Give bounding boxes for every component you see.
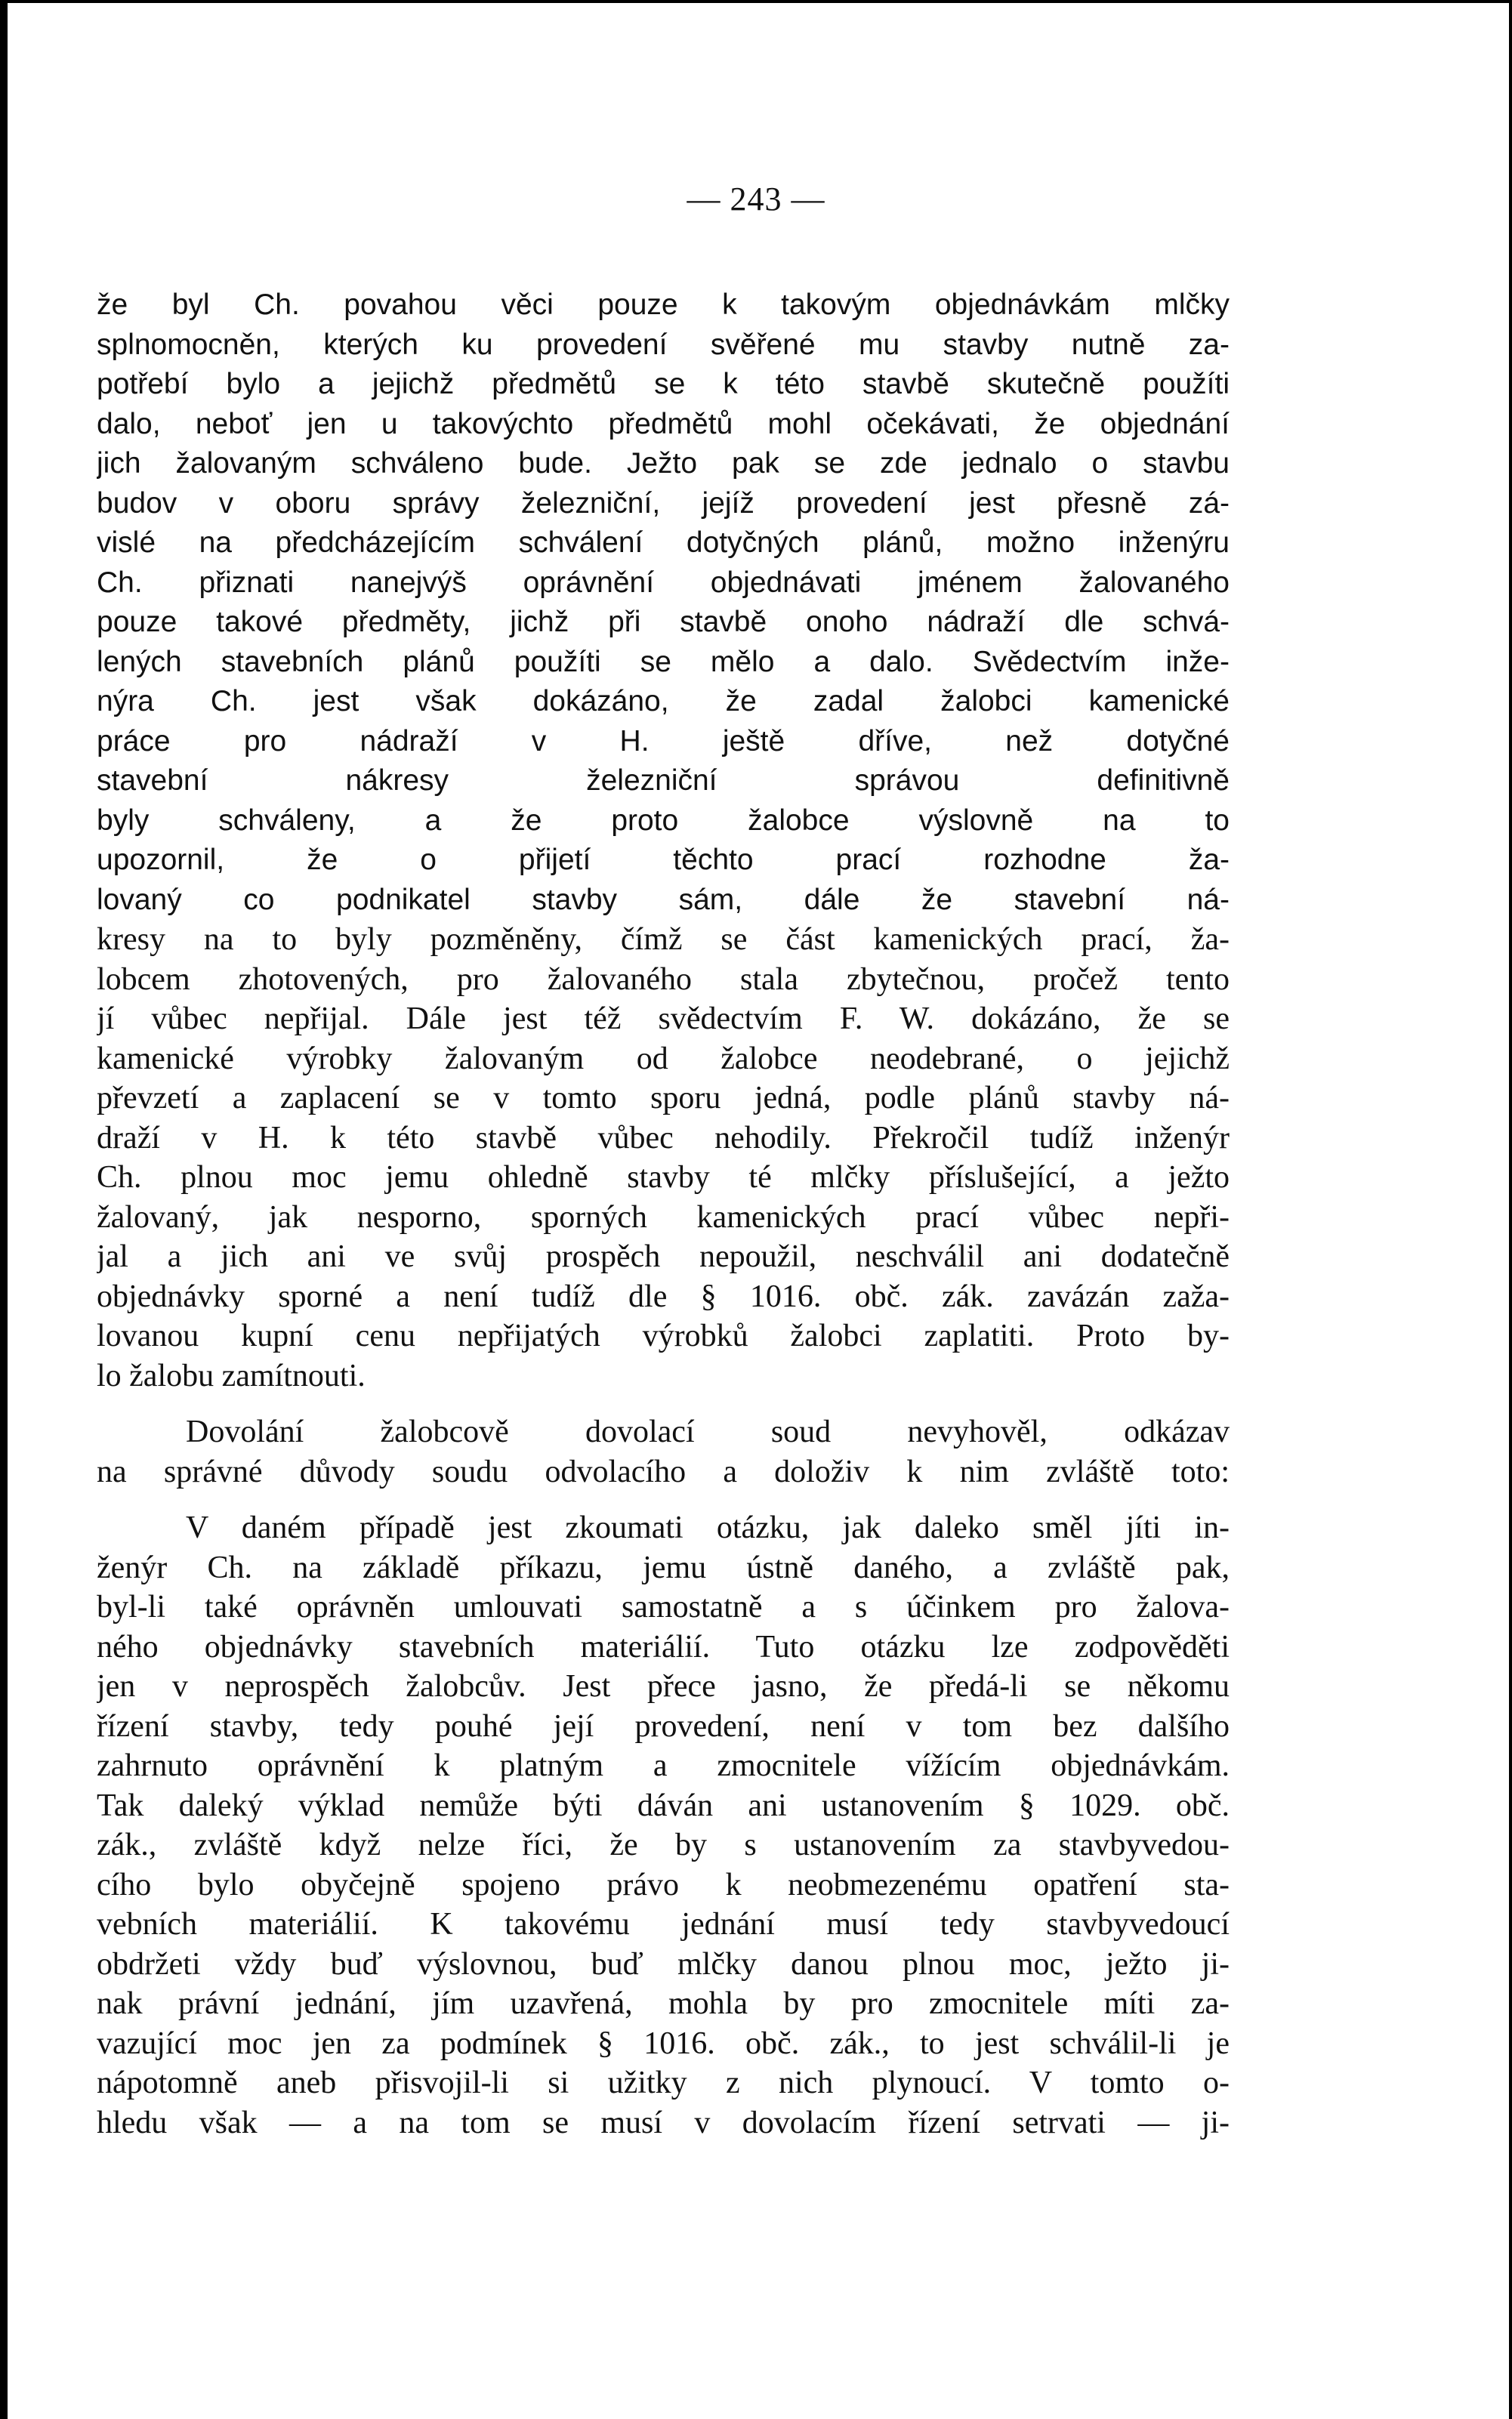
text-line: řízení stavby, tedy pouhé její provedení, není v tom bez dalšího bbox=[97, 1708, 1230, 1744]
text-line: splnomocněn, kterých ku provedení svěřené mu stavby nutně za- bbox=[97, 328, 1230, 361]
text-line: Dovolání žalobcově dovolací soud nevyhověl, odkázav bbox=[186, 1415, 1230, 1449]
paragraph-reasoning bbox=[97, 1508, 1230, 2143]
text-line: obdržeti vždy buď výslovnou, buď mlčky danou plnou moc, ježto ji- bbox=[97, 1946, 1230, 1982]
text-line: cího bylo obyčejně spojeno právo k neobmezenému opatření sta- bbox=[97, 1867, 1230, 1902]
text-line: kresy na to byly pozměněny, čímž se část kamenických prací, ža- bbox=[97, 922, 1230, 957]
text-line: byly schváleny, a že proto žalobce výslovně na to bbox=[97, 804, 1230, 837]
scan-edge-left bbox=[0, 0, 8, 2419]
text-line: převzetí a zaplacení se v tomto sporu jedná, podle plánů stavby ná- bbox=[97, 1081, 1230, 1115]
text-line: vebních materiálií. K takovému jednání musí tedy stavbyvedoucí bbox=[97, 1907, 1230, 1942]
text-line: dalo, neboť jen u takovýchto předmětů mohl očekávati, že objednání bbox=[97, 407, 1230, 440]
text-line: lo žalobu zamítnouti. bbox=[97, 1358, 366, 1393]
text-line: hledu však — a na tom se musí v dovolacím řízení setrvati — ji- bbox=[97, 2105, 1230, 2140]
text-line: lovanou kupní cenu nepřijatých výrobků žalobci zaplatiti. Proto by- bbox=[97, 1319, 1230, 1353]
text-line: práce pro nádraží v H. ještě dříve, než dotyčné bbox=[97, 724, 1230, 757]
text-line: potřebí bylo a jejichž předmětů se k této stavbě skutečně použíti bbox=[97, 368, 1230, 400]
text-line: ného objednávky stavebních materiálií. Tuto otázku lze zodpověděti bbox=[97, 1629, 1230, 1665]
text-line: lovaný co podnikatel stavby sám, dále že stavební ná- bbox=[97, 883, 1230, 916]
text-line: že byl Ch. povahou věci pouze k takovým objednávkám mlčky bbox=[97, 288, 1230, 321]
paragraph-judgment bbox=[97, 285, 1230, 1396]
page-number: — 243 — bbox=[687, 180, 825, 218]
text-line: lobcem zhotovených, pro žalovaného stala zbytečnou, pročež tento bbox=[97, 961, 1230, 997]
text-line: na správné důvody soudu odvolacího a doloživ k nim zvláště toto: bbox=[97, 1454, 1230, 1489]
text-line: pouze takové předměty, jichž při stavbě onoho nádraží dle schvá- bbox=[97, 606, 1230, 638]
text-line: zahrnuto oprávnění k platným a zmocnitele vížícím objednávkám. bbox=[97, 1748, 1230, 1783]
text-line: jich žalovaným schváleno bude. Ježto pak se zde jednalo o stavbu bbox=[97, 447, 1230, 480]
text-line: budov v oboru správy železniční, jejíž provedení jest přesně zá- bbox=[97, 486, 1230, 520]
text-line: vazující moc jen za podmínek § 1016. obč. zák., to jest schválil-li je bbox=[97, 2026, 1230, 2061]
text-line: stavební nákresy železniční správou definitivně bbox=[97, 764, 1230, 797]
text-line: V daném případě jest zkoumati otázku, jak daleko směl jíti in- bbox=[186, 1510, 1230, 1545]
text-line: Tak daleký výklad nemůže býti dáván ani ustanovením § 1029. obč. bbox=[97, 1788, 1230, 1823]
text-line: vislé na předcházejícím schválení dotyčných plánů, možno inženýru bbox=[97, 526, 1230, 559]
text-line: kamenické výrobky žalovaným od žalobce neodebrané, o jejichž bbox=[97, 1041, 1230, 1076]
text-line: nýra Ch. jest však dokázáno, že zadal žalobci kamenické bbox=[97, 685, 1230, 717]
text-line: upozornil, že o přijetí těchto prací rozhodne ža- bbox=[97, 844, 1230, 876]
scan-edge-top bbox=[0, 0, 1512, 3]
text-line: draží v H. k této stavbě vůbec nehodily. Překročil tudíž inženýr bbox=[97, 1120, 1230, 1156]
text-line: ženýr Ch. na základě příkazu, jemu ústně daného, a zvláště pak, bbox=[97, 1550, 1230, 1585]
paragraph-appeal bbox=[97, 1412, 1230, 1492]
scan-edge-right bbox=[1509, 0, 1512, 2419]
text-line: byl-li také oprávněn umlouvati samostatně a s účinkem pro žalova- bbox=[97, 1590, 1230, 1624]
text-line: jí vůbec nepřijal. Dále jest též svědectvím F. W. dokázáno, že se bbox=[97, 1001, 1230, 1036]
text-line: objednávky sporné a není tudíž dle § 1016. obč. zák. zavázán zaža- bbox=[97, 1279, 1230, 1314]
text-line: jen v neprospěch žalobcův. Jest přece jasno, že předá-li se někomu bbox=[97, 1669, 1230, 1704]
text-line: nak právní jednání, jím uzavřená, mohla by pro zmocnitele míti za- bbox=[97, 1986, 1230, 2021]
text-line: Ch. plnou moc jemu ohledně stavby té mlčky příslušející, a ježto bbox=[97, 1160, 1230, 1195]
text-line: Ch. přiznati nanejvýš oprávnění objednávati jménem žalovaného bbox=[97, 566, 1230, 599]
document-body bbox=[97, 285, 1230, 2143]
text-line: žalovaný, jak nesporno, sporných kamenických prací vůbec nepři- bbox=[97, 1199, 1230, 1235]
text-line: jal a jich ani ve svůj prospěch nepoužil, neschválil ani dodatečně bbox=[97, 1239, 1230, 1274]
text-line: lených stavebních plánů použíti se mělo a dalo. Svědectvím inže- bbox=[97, 645, 1230, 678]
text-line: zák., zvláště když nelze říci, že by s ustanovením za stavbyvedou- bbox=[97, 1828, 1230, 1862]
text-line: nápotomně aneb přisvojil-li si užitky z nich plynoucí. V tomto o- bbox=[97, 2066, 1230, 2100]
